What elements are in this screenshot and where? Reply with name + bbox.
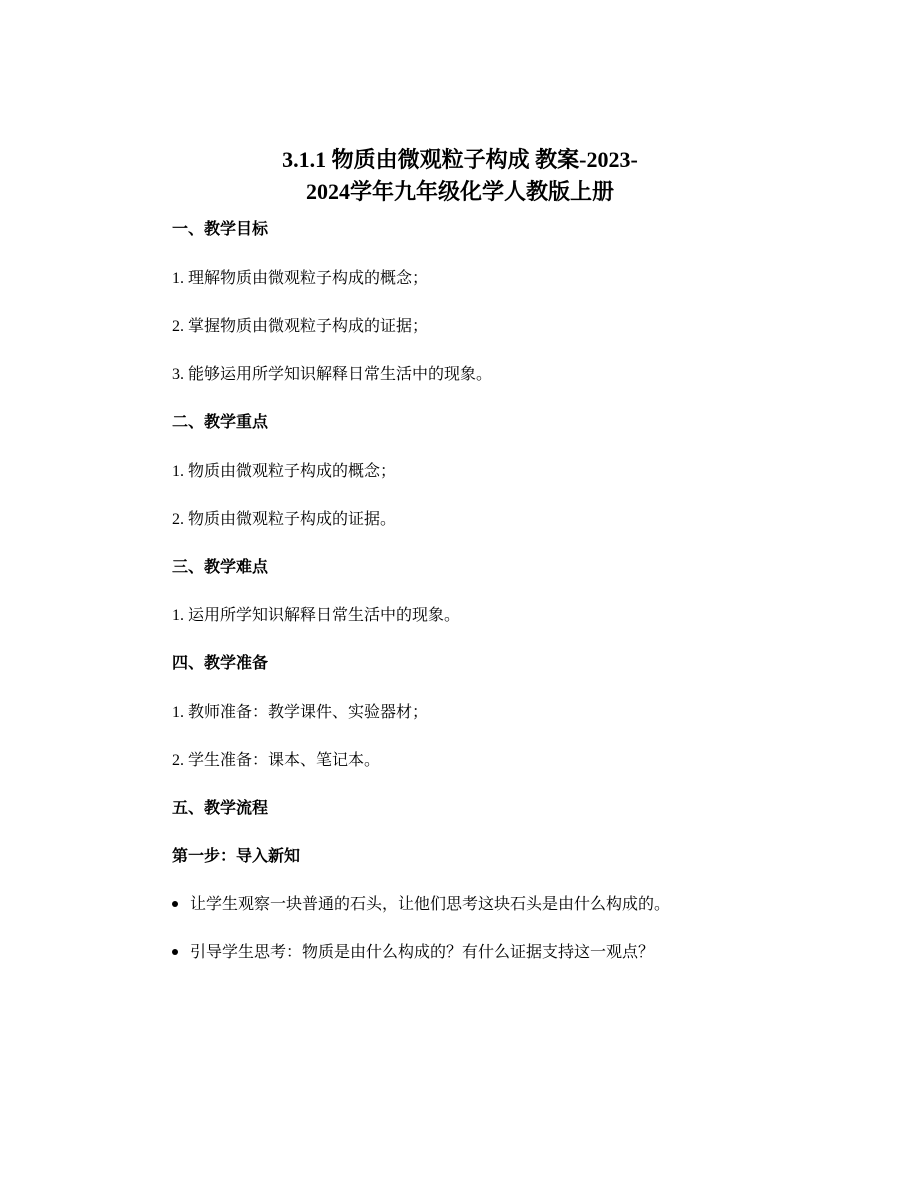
- difficulty-item-1: 1. 运用所学知识解释日常生活中的现象。: [172, 607, 461, 624]
- key-point-item-2: 2. 物质由微观粒子构成的证据。: [172, 511, 397, 528]
- section-heading-preparation: 四、教学准备: [172, 655, 269, 672]
- bullet-icon: [172, 949, 178, 955]
- list-item: [172, 943, 654, 963]
- preparation-item-2: 2. 学生准备：课本、笔记本。: [172, 752, 381, 769]
- objective-item-1: 1. 理解物质由微观粒子构成的概念；: [172, 270, 429, 287]
- title-line-1: 3.1.1 物质由微观粒子构成 教案-2023-: [282, 147, 638, 172]
- document-title: [150, 144, 770, 208]
- objective-item-2: 2. 掌握物质由微观粒子构成的证据；: [172, 318, 429, 335]
- step-one-heading: 第一步：导入新知: [172, 848, 301, 865]
- bullet-text-1: 让学生观察一块普通的石头，让他们思考这块石头是由什么构成的。: [190, 896, 671, 913]
- section-heading-process: 五、教学流程: [172, 800, 269, 817]
- section-heading-key-points: 二、教学重点: [172, 414, 269, 431]
- objective-item-3: 3. 能够运用所学知识解释日常生活中的现象。: [172, 366, 493, 383]
- key-point-item-1: 1. 物质由微观粒子构成的概念；: [172, 463, 397, 480]
- section-heading-objectives: 一、教学目标: [172, 221, 269, 238]
- bullet-text-2: 引导学生思考：物质是由什么构成的？有什么证据支持这一观点？: [190, 944, 655, 961]
- title-line-2: 2024学年九年级化学人教版上册: [305, 179, 614, 204]
- list-item: [172, 895, 670, 915]
- section-heading-difficulties: 三、教学难点: [172, 559, 269, 576]
- preparation-item-1: 1. 教师准备：教学课件、实验器材；: [172, 704, 429, 721]
- bullet-icon: [172, 901, 178, 907]
